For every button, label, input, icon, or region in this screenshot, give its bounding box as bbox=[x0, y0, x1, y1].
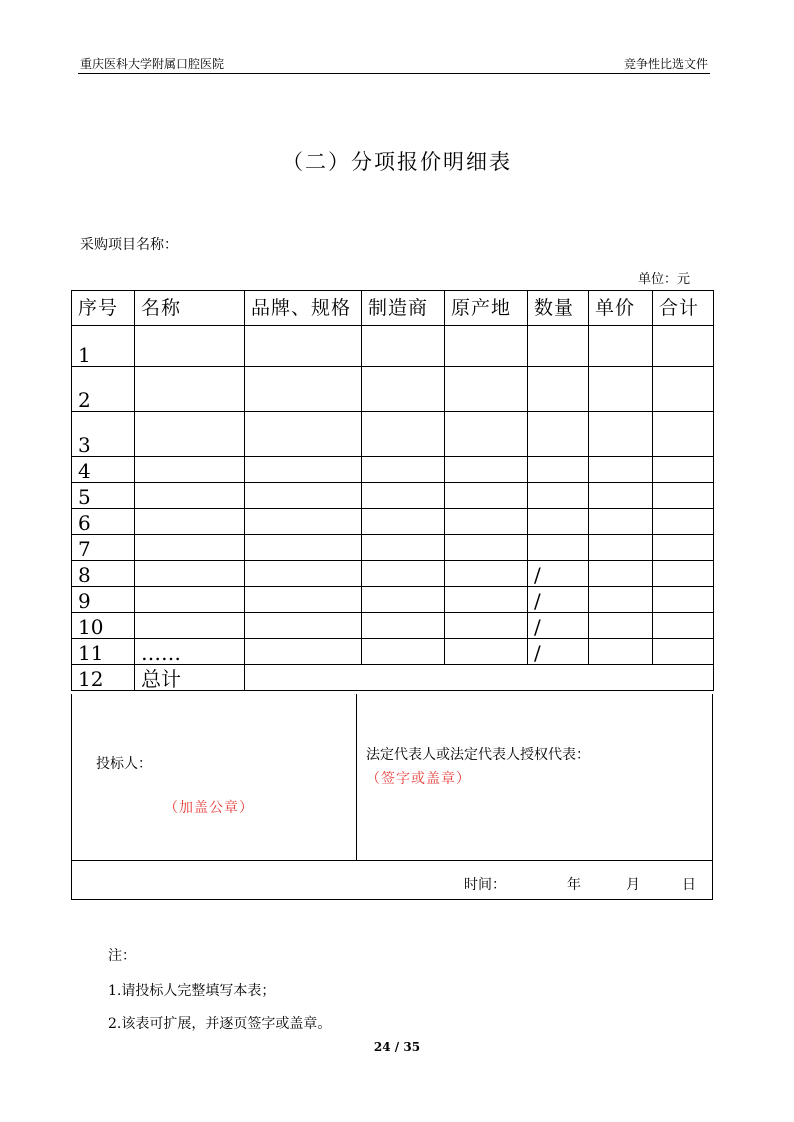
origin-cell[interactable] bbox=[445, 613, 528, 639]
page-title: （二）分项报价明细表 bbox=[282, 150, 512, 174]
brand-spec-cell[interactable] bbox=[245, 561, 362, 587]
table-row bbox=[72, 639, 714, 665]
subtotal-cell[interactable] bbox=[653, 326, 714, 367]
row-number: 4 bbox=[72, 457, 135, 483]
origin-cell[interactable] bbox=[445, 483, 528, 509]
origin-cell[interactable] bbox=[445, 457, 528, 483]
month-label: 月 bbox=[626, 877, 640, 893]
table-row bbox=[72, 483, 714, 509]
brand-spec-cell[interactable] bbox=[245, 367, 362, 412]
total-row bbox=[72, 665, 714, 691]
origin-cell[interactable] bbox=[445, 412, 528, 457]
representative-sign-note: （签字或盖章） bbox=[366, 771, 471, 787]
quote-detail-table bbox=[71, 290, 714, 691]
table-row bbox=[72, 587, 714, 613]
manufacturer-cell[interactable] bbox=[362, 613, 445, 639]
header-cell: 名称 bbox=[135, 291, 245, 326]
header-cell: 品牌、规格 bbox=[245, 291, 362, 326]
row-number: 10 bbox=[72, 613, 135, 639]
manufacturer-cell[interactable] bbox=[362, 326, 445, 367]
row-number: 12 bbox=[72, 665, 135, 691]
row-number: 1 bbox=[72, 326, 135, 367]
quantity-cell[interactable]: / bbox=[528, 639, 589, 665]
item-name-cell[interactable] bbox=[135, 326, 245, 367]
subtotal-cell[interactable] bbox=[653, 535, 714, 561]
item-name-cell[interactable] bbox=[135, 367, 245, 412]
row-number: 8 bbox=[72, 561, 135, 587]
header-cell: 制造商 bbox=[362, 291, 445, 326]
item-name-cell[interactable] bbox=[135, 561, 245, 587]
brand-spec-cell[interactable] bbox=[245, 587, 362, 613]
manufacturer-cell[interactable] bbox=[362, 367, 445, 412]
row-number: 9 bbox=[72, 587, 135, 613]
bidder-seal-note: （加盖公章） bbox=[164, 800, 254, 816]
subtotal-cell[interactable] bbox=[653, 509, 714, 535]
table-row bbox=[72, 535, 714, 561]
origin-cell[interactable] bbox=[445, 639, 528, 665]
note-heading: 注： bbox=[108, 948, 136, 964]
quantity-cell[interactable] bbox=[528, 457, 589, 483]
unit-price-cell[interactable] bbox=[589, 483, 653, 509]
project-name-label: 采购项目名称： bbox=[80, 237, 178, 253]
subtotal-cell[interactable] bbox=[653, 367, 714, 412]
origin-cell[interactable] bbox=[445, 561, 528, 587]
total-label: 总计 bbox=[135, 665, 245, 691]
row-number: 3 bbox=[72, 412, 135, 457]
date-row-divider bbox=[72, 860, 712, 861]
manufacturer-cell[interactable] bbox=[362, 509, 445, 535]
unit-price-cell[interactable] bbox=[589, 561, 653, 587]
origin-cell[interactable] bbox=[445, 509, 528, 535]
brand-spec-cell[interactable] bbox=[245, 457, 362, 483]
brand-spec-cell[interactable] bbox=[245, 509, 362, 535]
item-name-cell[interactable] bbox=[135, 587, 245, 613]
table-header-row bbox=[72, 291, 714, 326]
bidder-label: 投标人： bbox=[96, 756, 152, 772]
quantity-cell[interactable] bbox=[528, 509, 589, 535]
row-number: 2 bbox=[72, 367, 135, 412]
subtotal-cell[interactable] bbox=[653, 587, 714, 613]
manufacturer-cell[interactable] bbox=[362, 535, 445, 561]
origin-cell[interactable] bbox=[445, 367, 528, 412]
quantity-cell[interactable]: / bbox=[528, 587, 589, 613]
representative-label: 法定代表人或法定代表人授权代表： bbox=[366, 747, 590, 763]
item-name-cell[interactable] bbox=[135, 412, 245, 457]
quantity-cell[interactable] bbox=[528, 483, 589, 509]
row-number: 6 bbox=[72, 509, 135, 535]
subtotal-cell[interactable] bbox=[653, 483, 714, 509]
item-name-cell[interactable] bbox=[135, 483, 245, 509]
header-cell: 单价 bbox=[589, 291, 653, 326]
manufacturer-cell[interactable] bbox=[362, 483, 445, 509]
quantity-cell[interactable]: / bbox=[528, 561, 589, 587]
unit-price-cell[interactable] bbox=[589, 412, 653, 457]
origin-cell[interactable] bbox=[445, 326, 528, 367]
manufacturer-cell[interactable] bbox=[362, 457, 445, 483]
header-rule bbox=[78, 73, 710, 74]
total-amount-cell[interactable] bbox=[245, 665, 714, 691]
header-left: 重庆医科大学附属口腔医院 bbox=[80, 57, 225, 71]
signature-section bbox=[71, 694, 713, 900]
manufacturer-cell[interactable] bbox=[362, 639, 445, 665]
quantity-cell[interactable] bbox=[528, 326, 589, 367]
brand-spec-cell[interactable] bbox=[245, 326, 362, 367]
item-name-cell[interactable] bbox=[135, 509, 245, 535]
unit-price-cell[interactable] bbox=[589, 587, 653, 613]
unit-price-cell[interactable] bbox=[589, 535, 653, 561]
brand-spec-cell[interactable] bbox=[245, 535, 362, 561]
day-label: 日 bbox=[682, 877, 696, 893]
subtotal-cell[interactable] bbox=[653, 639, 714, 665]
manufacturer-cell[interactable] bbox=[362, 412, 445, 457]
manufacturer-cell[interactable] bbox=[362, 587, 445, 613]
origin-cell[interactable] bbox=[445, 587, 528, 613]
item-name-cell[interactable] bbox=[135, 457, 245, 483]
subtotal-cell[interactable] bbox=[653, 613, 714, 639]
signature-divider bbox=[356, 694, 357, 860]
header-cell: 原产地 bbox=[445, 291, 528, 326]
unit-price-cell[interactable] bbox=[589, 509, 653, 535]
quantity-cell[interactable] bbox=[528, 367, 589, 412]
brand-spec-cell[interactable] bbox=[245, 639, 362, 665]
unit-price-cell[interactable] bbox=[589, 457, 653, 483]
header-cell: 序号 bbox=[72, 291, 135, 326]
table-row bbox=[72, 367, 714, 412]
table-row bbox=[72, 561, 714, 587]
subtotal-cell[interactable] bbox=[653, 412, 714, 457]
row-number: 11 bbox=[72, 639, 135, 665]
manufacturer-cell[interactable] bbox=[362, 561, 445, 587]
table-row bbox=[72, 509, 714, 535]
unit-price-cell[interactable] bbox=[589, 367, 653, 412]
unit-price-cell[interactable] bbox=[589, 639, 653, 665]
item-name-cell[interactable] bbox=[135, 613, 245, 639]
quantity-cell[interactable] bbox=[528, 535, 589, 561]
header-cell: 数量 bbox=[528, 291, 589, 326]
page-number: 24 / 35 bbox=[373, 1040, 421, 1054]
table-row bbox=[72, 326, 714, 367]
row-number: 7 bbox=[72, 535, 135, 561]
quantity-cell[interactable]: / bbox=[528, 613, 589, 639]
note-item: 1.请投标人完整填写本表； bbox=[108, 983, 276, 999]
table-row bbox=[72, 412, 714, 457]
header-right: 竞争性比选文件 bbox=[623, 57, 708, 71]
unit-price-cell[interactable] bbox=[589, 326, 653, 367]
item-name-cell[interactable]: …… bbox=[135, 639, 245, 665]
subtotal-cell[interactable] bbox=[653, 561, 714, 587]
subtotal-cell[interactable] bbox=[653, 457, 714, 483]
table-row bbox=[72, 613, 714, 639]
note-item: 2.该表可扩展，并逐页签字或盖章。 bbox=[108, 1016, 332, 1032]
brand-spec-cell[interactable] bbox=[245, 613, 362, 639]
time-label: 时间： bbox=[464, 877, 506, 893]
origin-cell[interactable] bbox=[445, 535, 528, 561]
item-name-cell[interactable] bbox=[135, 535, 245, 561]
year-label: 年 bbox=[567, 877, 581, 893]
quantity-cell[interactable] bbox=[528, 412, 589, 457]
header-cell: 合计 bbox=[653, 291, 714, 326]
unit-label: 单位：元 bbox=[637, 272, 690, 287]
unit-price-cell[interactable] bbox=[589, 613, 653, 639]
brand-spec-cell[interactable] bbox=[245, 412, 362, 457]
table-row bbox=[72, 457, 714, 483]
row-number: 5 bbox=[72, 483, 135, 509]
brand-spec-cell[interactable] bbox=[245, 483, 362, 509]
